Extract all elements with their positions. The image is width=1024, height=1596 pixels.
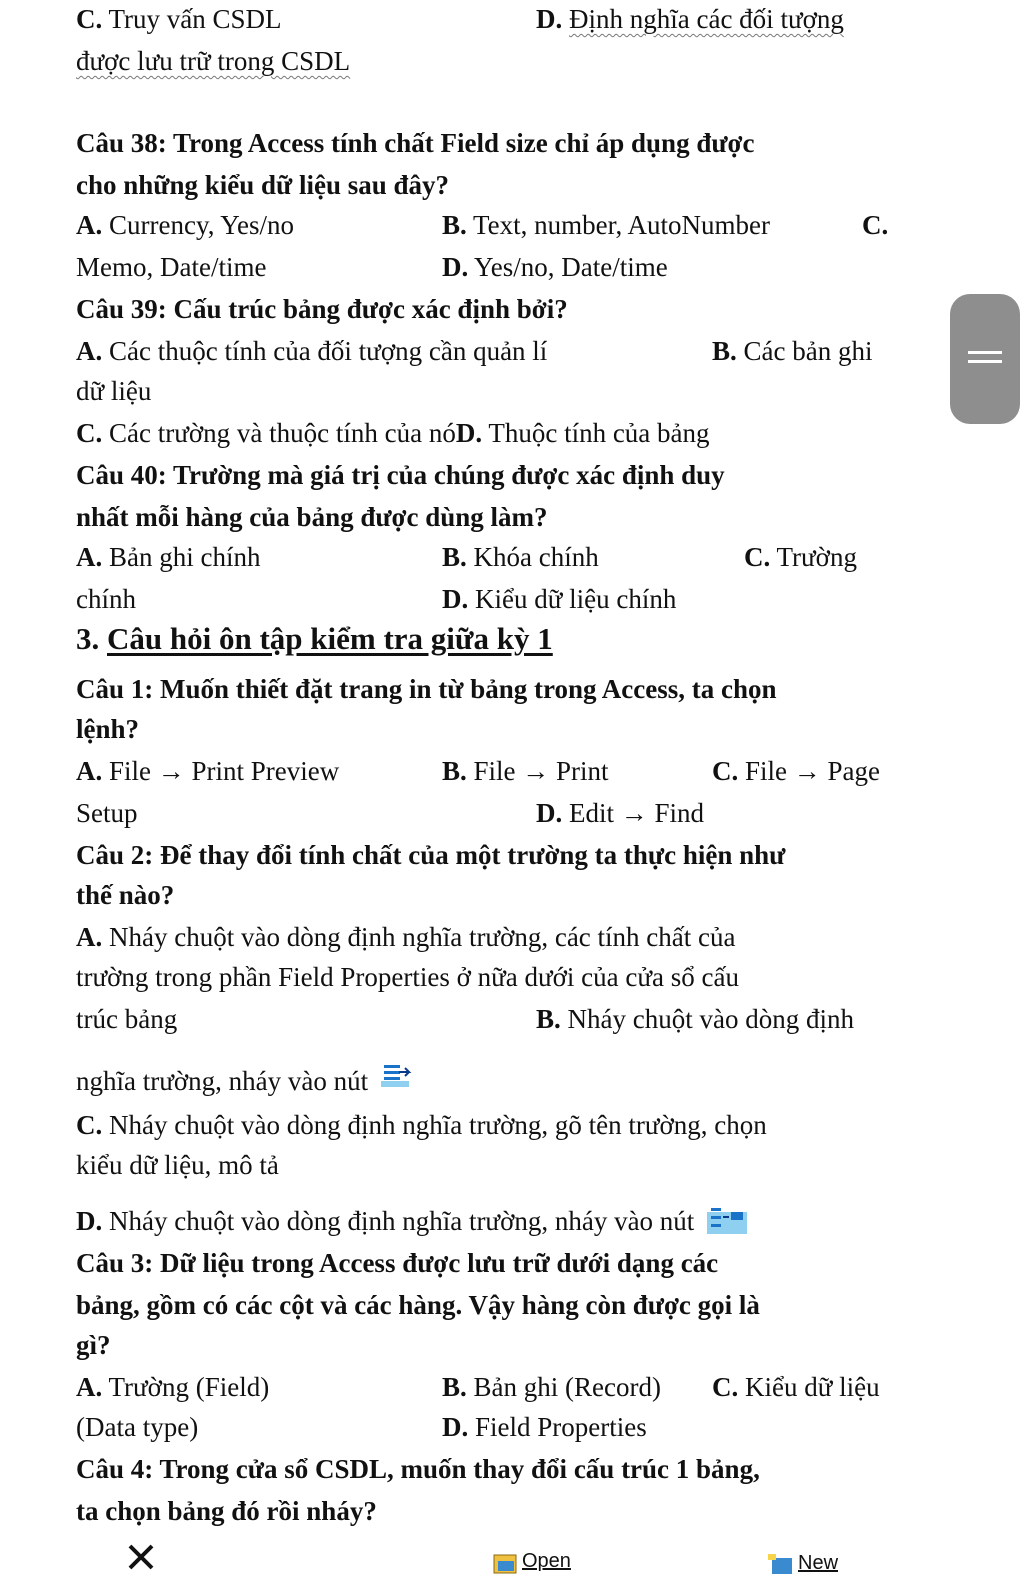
section-heading: 3. Câu hỏi ôn tập kiểm tra giữa kỳ 1 bbox=[76, 621, 553, 656]
s2-option-c-cont: kiểu dữ liệu, mô tả bbox=[76, 1150, 279, 1180]
question-1-cont: lệnh? bbox=[76, 714, 140, 744]
option-d: D. Edit → Find bbox=[536, 798, 705, 828]
question-2-cont: thế nào? bbox=[76, 880, 175, 910]
s2-option-c: C. Nháy chuột vào dòng định nghĩa trường, gõ tên trường, chọn bbox=[76, 1110, 767, 1140]
open-label: Open bbox=[522, 1550, 571, 1572]
option-b: B. Bản ghi (Record) bbox=[442, 1372, 661, 1402]
option-b: B. Khóa chính bbox=[442, 542, 599, 572]
option-c-cont: Memo, Date/time bbox=[76, 252, 267, 282]
option-d: D. Định nghĩa các đối tượng bbox=[536, 4, 844, 34]
question-38: Câu 38: Trong Access tính chất Field size chỉ áp dụng được bbox=[76, 128, 755, 158]
option-d: D. Kiểu dữ liệu chính bbox=[442, 584, 677, 614]
open-icon bbox=[492, 1551, 518, 1575]
option-d: D. Yes/no, Date/time bbox=[442, 252, 668, 282]
s3-options-row2 bbox=[76, 1410, 647, 1444]
q38-options-row2 bbox=[76, 250, 668, 284]
option-b: B. File → Print bbox=[442, 756, 609, 786]
option-a: A. Bản ghi chính bbox=[76, 542, 261, 572]
question-40: Câu 40: Trường mà giá trị của chúng được xác định duy bbox=[76, 460, 725, 490]
option-line bbox=[76, 2, 844, 36]
question-3: Câu 3: Dữ liệu trong Access được lưu trữ dưới dạng các bbox=[76, 1248, 719, 1278]
option-a: A. Các thuộc tính của đối tượng cần quản lí bbox=[76, 336, 548, 366]
s2-option-a: A. Nháy chuột vào dòng định nghĩa trường, các tính chất của bbox=[76, 922, 736, 952]
q39-options-row1 bbox=[76, 334, 873, 368]
q40-options-row2 bbox=[76, 582, 677, 616]
s1-options-row2 bbox=[76, 796, 705, 830]
option-c-cont: (Data type) bbox=[76, 1412, 199, 1442]
s1-options-row1 bbox=[76, 754, 880, 788]
question-39: Câu 39: Cấu trúc bảng được xác định bởi? bbox=[76, 294, 568, 324]
question-3-cont2: gì? bbox=[76, 1330, 111, 1360]
option-a-cont: trúc bảng bbox=[76, 1004, 178, 1034]
question-2: Câu 2: Để thay đổi tính chất của một trường ta thực hiện như bbox=[76, 840, 786, 870]
option-a: A. Currency, Yes/no bbox=[76, 210, 294, 240]
s2-option-a-cont: trường trong phần Field Properties ở nữa dưới của cửa sổ cấu bbox=[76, 962, 739, 992]
option-c: C. Truy vấn CSDL bbox=[76, 4, 282, 34]
question-40-cont: nhất mỗi hàng của bảng được dùng làm? bbox=[76, 502, 548, 532]
question-1: Câu 1: Muốn thiết đặt trang in từ bảng trong Access, ta chọn bbox=[76, 674, 777, 704]
new-table-icon bbox=[768, 1554, 794, 1576]
option-d: D. Field Properties bbox=[442, 1412, 647, 1442]
option-b: B. Nháy chuột vào dòng định bbox=[536, 1004, 854, 1034]
option-b: B. Các bản ghi bbox=[712, 336, 873, 366]
s2-options-row bbox=[76, 1002, 854, 1036]
q38-options-row1 bbox=[76, 208, 889, 242]
option-b: B. Text, number, AutoNumber bbox=[442, 210, 771, 240]
option-d: D. Thuộc tính của bảng bbox=[455, 418, 710, 448]
scroll-handle[interactable] bbox=[950, 294, 1020, 424]
delete-x-icon bbox=[124, 1540, 158, 1579]
q39-options-row2: dữ liệu bbox=[76, 376, 152, 406]
question-3-cont: bảng, gồm có các cột và các hàng. Vậy hàng còn được gọi là bbox=[76, 1290, 760, 1320]
q39-options-row3 bbox=[76, 416, 710, 450]
new-label: New bbox=[798, 1552, 839, 1574]
new-button-image bbox=[768, 1552, 838, 1576]
option-c-cont: Setup bbox=[76, 798, 138, 828]
q40-options-row1 bbox=[76, 540, 857, 574]
question-38-cont: cho những kiểu dữ liệu sau đây? bbox=[76, 170, 450, 200]
option-a: A. File → Print Preview bbox=[76, 756, 340, 786]
option-c: C. Kiểu dữ liệu bbox=[712, 1372, 880, 1402]
option-c: C. bbox=[862, 210, 889, 240]
option-c: C. File → Page bbox=[712, 756, 880, 786]
option-c: C. Các trường và thuộc tính của nó bbox=[76, 418, 456, 448]
s3-options-row1 bbox=[76, 1370, 880, 1404]
option-a: A. Trường (Field) bbox=[76, 1372, 270, 1402]
open-button-image bbox=[492, 1550, 571, 1575]
s2-option-d: D. Nháy chuột vào dòng định nghĩa trường, nháy vào nút bbox=[76, 1204, 747, 1238]
build-icon bbox=[707, 1206, 747, 1234]
option-continuation: được lưu trữ trong CSDL bbox=[76, 46, 351, 76]
question-4-cont: ta chọn bảng đó rồi nháy? bbox=[76, 1496, 377, 1526]
insert-rows-icon bbox=[379, 1059, 413, 1089]
s2-option-b-cont: nghĩa trường, nháy vào nút bbox=[76, 1064, 413, 1099]
question-4: Câu 4: Trong cửa sổ CSDL, muốn thay đổi cấu trúc 1 bảng, bbox=[76, 1454, 760, 1484]
option-c: C. Trường bbox=[744, 542, 857, 572]
option-c-cont: chính bbox=[76, 584, 136, 614]
